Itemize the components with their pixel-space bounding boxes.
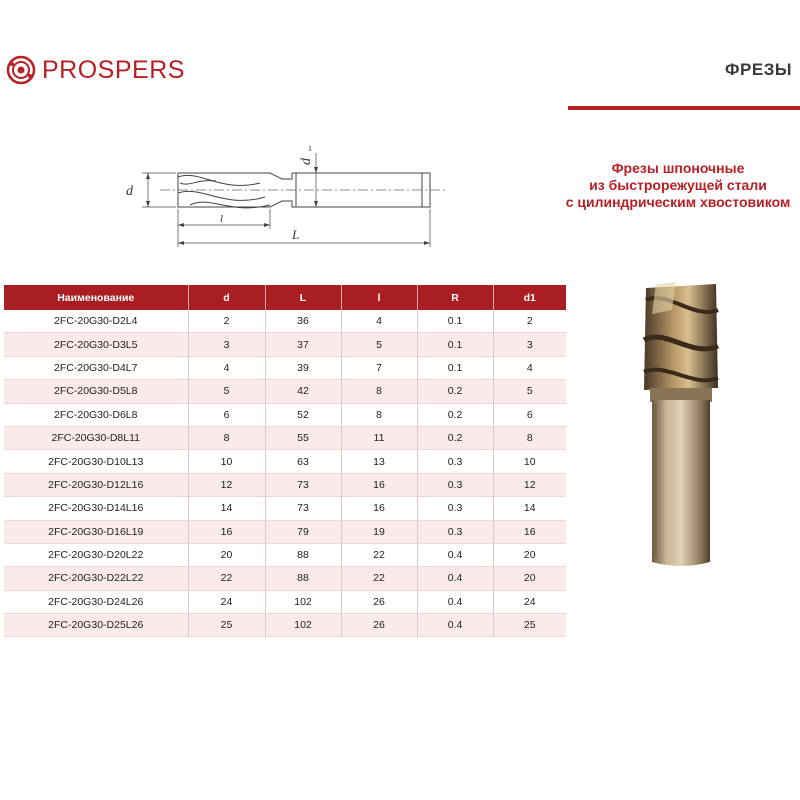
table-cell: 2FC-20G30-D20L22 (4, 543, 188, 566)
column-header: R (417, 285, 493, 310)
table-cell: 0.4 (417, 590, 493, 613)
table-cell: 12 (188, 473, 265, 496)
spec-table (4, 285, 566, 637)
table-row (4, 333, 566, 356)
table-cell: 4 (188, 356, 265, 379)
table-cell: 2 (188, 310, 265, 333)
column-header: Наименование (4, 285, 188, 310)
table-cell: 12 (493, 473, 566, 496)
table-row (4, 543, 566, 566)
table-cell: 102 (265, 614, 341, 637)
dim-label-L: L (292, 227, 300, 242)
table-cell: 11 (341, 426, 417, 449)
table-cell: 2FC-20G30-D10L13 (4, 450, 188, 473)
table-cell: 25 (188, 614, 265, 637)
table-cell: 0.3 (417, 497, 493, 520)
table-cell: 2FC-20G30-D22L22 (4, 567, 188, 590)
table-cell: 55 (265, 426, 341, 449)
table-cell: 10 (188, 450, 265, 473)
table-cell: 7 (341, 356, 417, 379)
table-cell: 14 (493, 497, 566, 520)
table-cell: 63 (265, 450, 341, 473)
table-cell: 73 (265, 473, 341, 496)
table-cell: 8 (493, 426, 566, 449)
brand-logo (6, 50, 185, 90)
table-row (4, 520, 566, 543)
table-cell: 8 (341, 403, 417, 426)
column-header: L (265, 285, 341, 310)
table-cell: 22 (188, 567, 265, 590)
table-cell: 2FC-20G30-D4L7 (4, 356, 188, 379)
table-cell: 16 (341, 473, 417, 496)
table-header-row (4, 285, 566, 310)
table-cell: 2FC-20G30-D24L26 (4, 590, 188, 613)
table-cell: 2FC-20G30-D25L26 (4, 614, 188, 637)
technical-drawing (120, 135, 450, 255)
table-cell: 3 (493, 333, 566, 356)
table-cell: 52 (265, 403, 341, 426)
table-cell: 5 (188, 380, 265, 403)
dim-label-l: l (220, 213, 224, 225)
table-cell: 2FC-20G30-D2L4 (4, 310, 188, 333)
table-cell: 16 (188, 520, 265, 543)
table-cell: 79 (265, 520, 341, 543)
column-header: l (341, 285, 417, 310)
table-row (4, 310, 566, 333)
table-cell: 4 (341, 310, 417, 333)
table-cell: 20 (188, 543, 265, 566)
table-cell: 24 (493, 590, 566, 613)
table-row (4, 567, 566, 590)
table-cell: 2FC-20G30-D16L19 (4, 520, 188, 543)
section-title: ФРЕЗЫ (725, 60, 792, 79)
table-row (4, 426, 566, 449)
table-cell: 8 (341, 380, 417, 403)
table-cell: 37 (265, 333, 341, 356)
table-cell: 2FC-20G30-D5L8 (4, 380, 188, 403)
table-cell: 0.3 (417, 520, 493, 543)
table-body (4, 310, 566, 637)
table-cell: 2FC-20G30-D12L16 (4, 473, 188, 496)
table-cell: 4 (493, 356, 566, 379)
table-cell: 2FC-20G30-D3L5 (4, 333, 188, 356)
table-cell: 16 (493, 520, 566, 543)
table-cell: 10 (493, 450, 566, 473)
table-cell: 26 (341, 614, 417, 637)
table-cell: 13 (341, 450, 417, 473)
column-header: d1 (493, 285, 566, 310)
table-cell: 2 (493, 310, 566, 333)
table-cell: 88 (265, 567, 341, 590)
table-row (4, 614, 566, 637)
table-row (4, 356, 566, 379)
product-title-line: Фрезы шпоночные (611, 160, 745, 176)
table-cell: 39 (265, 356, 341, 379)
product-title (560, 160, 796, 211)
table-row (4, 380, 566, 403)
table-cell: 73 (265, 497, 341, 520)
table-cell: 8 (188, 426, 265, 449)
table-row (4, 590, 566, 613)
table-cell: 0.3 (417, 473, 493, 496)
table-cell: 0.2 (417, 380, 493, 403)
table-cell: 25 (493, 614, 566, 637)
table-cell: 36 (265, 310, 341, 333)
table-cell: 20 (493, 567, 566, 590)
table-cell: 2FC-20G30-D8L11 (4, 426, 188, 449)
table-cell: 3 (188, 333, 265, 356)
table-cell: 0.2 (417, 426, 493, 449)
table-cell: 0.1 (417, 333, 493, 356)
table-cell: 16 (341, 497, 417, 520)
table-cell: 20 (493, 543, 566, 566)
table-cell: 24 (188, 590, 265, 613)
table-cell: 0.4 (417, 567, 493, 590)
table-cell: 6 (493, 403, 566, 426)
table-row (4, 450, 566, 473)
table-cell: 88 (265, 543, 341, 566)
table-cell: 26 (341, 590, 417, 613)
table-cell: 0.4 (417, 543, 493, 566)
table-cell: 0.4 (417, 614, 493, 637)
dim-label-d1: d (299, 158, 314, 165)
header-divider (568, 106, 800, 110)
table-cell: 5 (341, 333, 417, 356)
prospers-logo-icon (6, 55, 36, 85)
product-title-line: с цилиндрическим хвостовиком (565, 194, 791, 210)
table-cell: 22 (341, 543, 417, 566)
table-row (4, 473, 566, 496)
table-cell: 6 (188, 403, 265, 426)
dim-label-d: d (126, 184, 133, 199)
table-cell: 0.2 (417, 403, 493, 426)
table-cell: 42 (265, 380, 341, 403)
table-row (4, 403, 566, 426)
logo-text: PROSPERS (42, 55, 185, 84)
dim-label-d1-sub: 1 (308, 144, 312, 153)
table-cell: 0.1 (417, 310, 493, 333)
table-cell: 5 (493, 380, 566, 403)
table-cell: 2FC-20G30-D6L8 (4, 403, 188, 426)
table-cell: 14 (188, 497, 265, 520)
table-row (4, 497, 566, 520)
table-cell: 2FC-20G30-D14L16 (4, 497, 188, 520)
table-cell: 102 (265, 590, 341, 613)
product-title-line: из быстрорежущей стали (589, 177, 767, 193)
table-cell: 0.1 (417, 356, 493, 379)
table-cell: 0.3 (417, 450, 493, 473)
column-header: d (188, 285, 265, 310)
end-mill-photo (636, 280, 726, 570)
table-cell: 22 (341, 567, 417, 590)
table-cell: 19 (341, 520, 417, 543)
